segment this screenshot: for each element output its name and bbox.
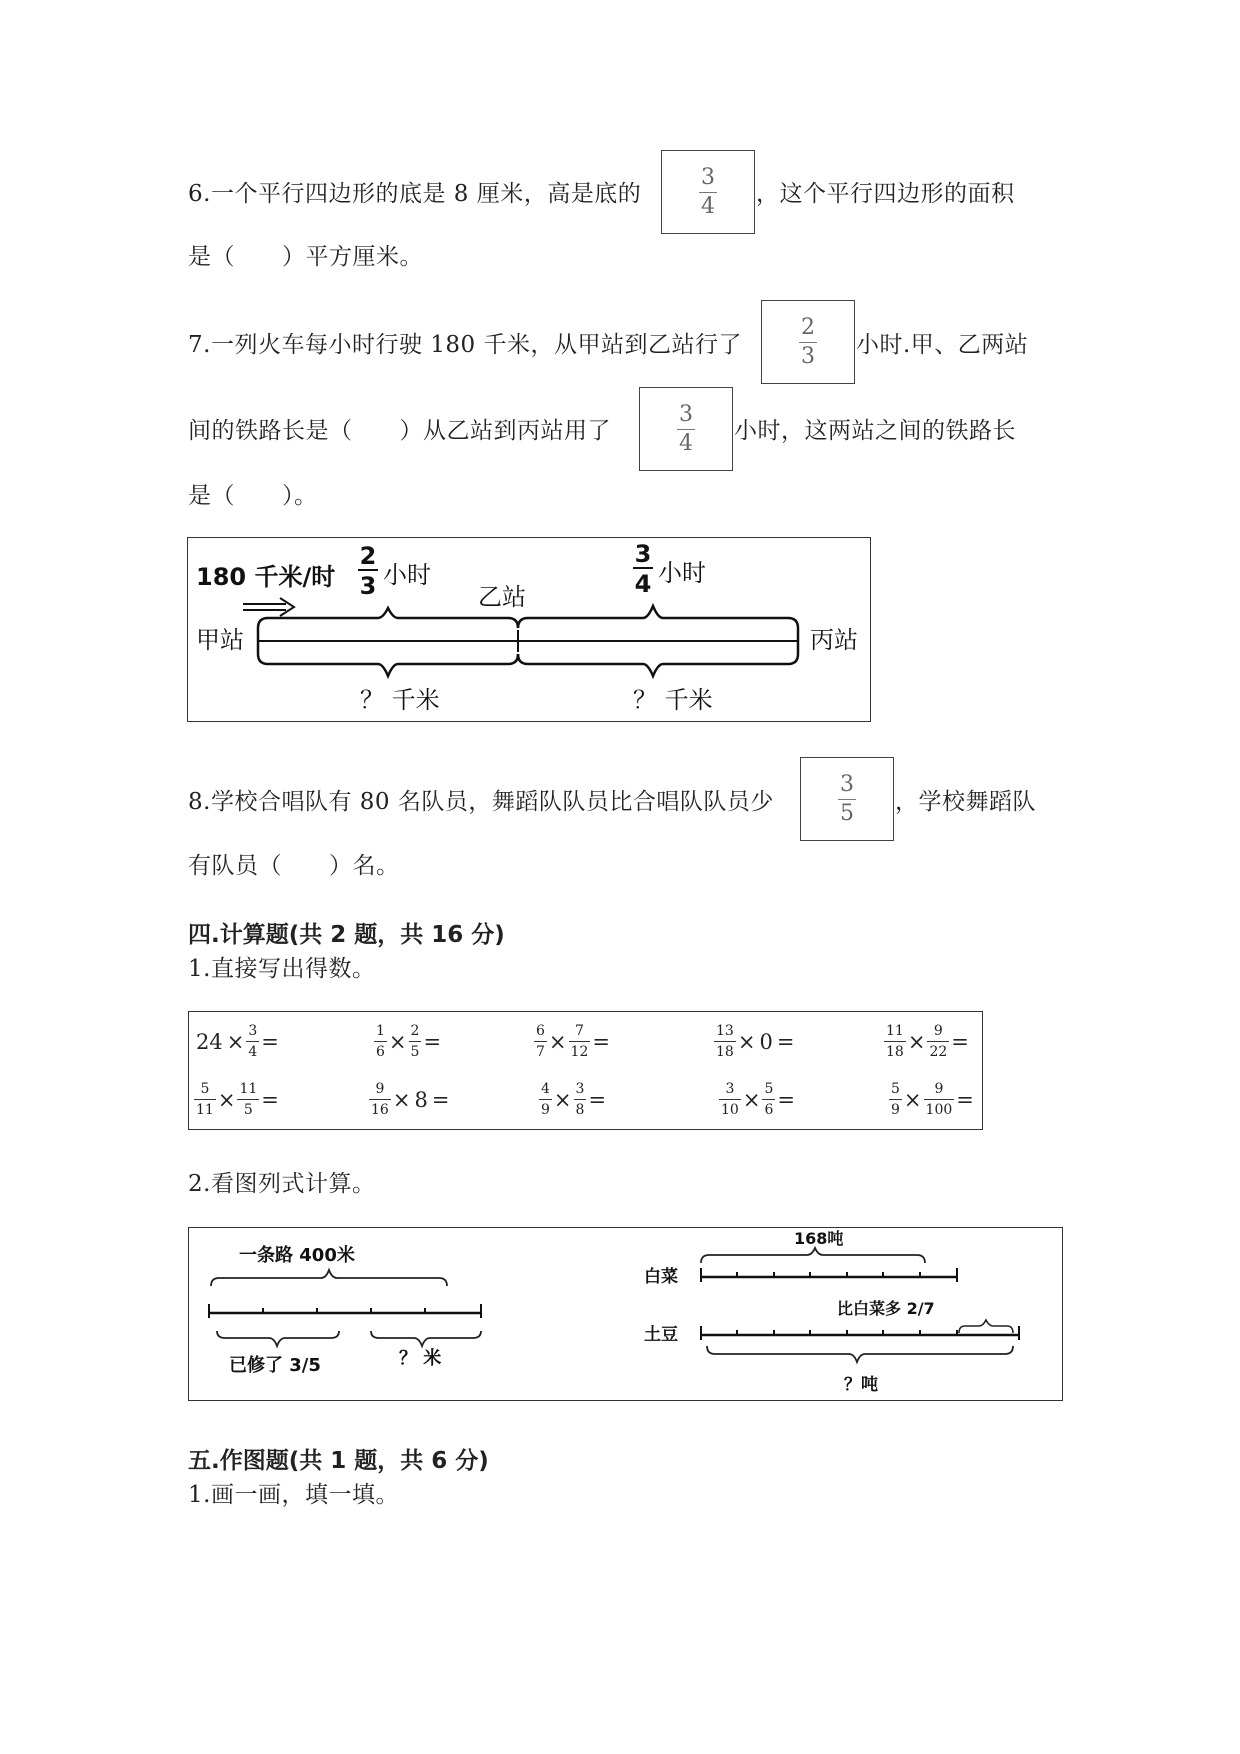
calc-item-8: $\frac{4}{9}$ × $\frac{3}{8}$ = bbox=[541, 1081, 607, 1118]
q7-fraction2-box bbox=[639, 387, 733, 471]
brace-top-2 bbox=[518, 606, 798, 628]
t2-unit: 小时 bbox=[658, 559, 706, 587]
section4-title: 四.计算题(共 2 题，共 16 分) bbox=[188, 922, 505, 948]
q8-line2: 有队员（ ）名。 bbox=[188, 853, 400, 879]
q7-line3: 是（ ）。 bbox=[188, 483, 318, 509]
more-brace bbox=[959, 1320, 1013, 1333]
cabbage-total-label: 168吨 bbox=[794, 1229, 844, 1248]
calc-item-6: $\frac{5}{11}$ × $\frac{11}{5}$ = bbox=[196, 1081, 279, 1118]
section5-title: 五.作图题(共 1 题，共 6 分) bbox=[188, 1448, 489, 1474]
brace-top-1 bbox=[258, 608, 518, 628]
q7-fraction1-box bbox=[761, 300, 855, 384]
t1-unit: 小时 bbox=[383, 561, 431, 589]
road-rest-label: ？ 米 bbox=[399, 1348, 442, 1369]
section5-q1: 1.画一画，填一填。 bbox=[188, 1482, 399, 1508]
q7-line2: 间的铁路长是（ ）从乙站到丙站用了 bbox=[188, 418, 611, 444]
road-vegetable-svg bbox=[189, 1228, 1062, 1400]
q7-line1: 7.一列火车每小时行驶 180 千米，从甲站到乙站行了 bbox=[188, 332, 742, 358]
q8-fraction-box bbox=[800, 757, 894, 841]
q7-line1-after: 小时.甲、乙两站 bbox=[856, 332, 1029, 358]
q6-line2: 是（ ）平方厘米。 bbox=[188, 244, 423, 270]
potato-label: 土豆 bbox=[644, 1325, 678, 1345]
cabbage-label: 白菜 bbox=[644, 1267, 678, 1287]
direction-arrow-icon bbox=[243, 598, 294, 616]
road-vegetable-diagram bbox=[188, 1227, 1063, 1401]
road-ticks bbox=[209, 1304, 481, 1318]
q6-line1: 6.一个平行四边形的底是 8 厘米，高是底的 bbox=[188, 181, 642, 207]
t2-numerator: 3 bbox=[634, 540, 652, 568]
station-b-label: 乙站 bbox=[478, 583, 526, 611]
t1-denominator: 3 bbox=[359, 572, 377, 600]
road-brace-rest bbox=[371, 1331, 481, 1346]
road-done-label: 已修了 3/5 bbox=[229, 1355, 321, 1376]
calc-item-9: $\frac{3}{10}$ × $\frac{5}{6}$ = bbox=[721, 1081, 795, 1118]
q8-line1-after: ，学校舞蹈队 bbox=[895, 789, 1036, 815]
t1-numerator: 2 bbox=[359, 542, 377, 570]
brace-bottom-1 bbox=[258, 654, 518, 676]
potato-brace bbox=[707, 1346, 1013, 1362]
section4-q2: 2.看图列式计算。 bbox=[188, 1171, 376, 1197]
more-label: 比白菜多 2/7 bbox=[837, 1299, 935, 1318]
calc-grid bbox=[188, 1011, 983, 1130]
distance-question-2: ？ 千米 bbox=[633, 686, 713, 714]
road-label: 一条路 400米 bbox=[239, 1245, 355, 1266]
q6-fraction: 3 4 bbox=[701, 164, 715, 219]
calc-item-5: $\frac{11}{18}$ × $\frac{9}{22}$ = bbox=[886, 1023, 969, 1060]
brace-bottom-2 bbox=[518, 654, 798, 676]
q7-fraction1: 2 3 bbox=[801, 314, 815, 369]
q7-line2-after: 小时，这两站之间的铁路长 bbox=[734, 418, 1016, 444]
speed-label: 180 千米/时 bbox=[196, 563, 336, 591]
train-diagram-svg bbox=[188, 538, 870, 721]
calc-item-2: $\frac{1}{6}$ × $\frac{2}{5}$ = bbox=[376, 1023, 442, 1060]
potato-question-label: ？吨 bbox=[844, 1375, 878, 1395]
station-c-label: 丙站 bbox=[810, 626, 858, 654]
calc-item-10: $\frac{5}{9}$ × $\frac{9}{100}$ = bbox=[891, 1081, 974, 1118]
q8-line1: 8.学校合唱队有 80 名队员，舞蹈队队员比合唱队队员少 bbox=[188, 789, 774, 815]
train-diagram bbox=[187, 537, 871, 722]
distance-question-1: ？ 千米 bbox=[360, 686, 440, 714]
q8-fraction: 3 5 bbox=[840, 771, 854, 826]
calc-item-3: $\frac{6}{7}$ × $\frac{7}{12}$ = bbox=[536, 1023, 610, 1060]
q7-fraction2: 3 4 bbox=[679, 401, 693, 456]
calc-item-4: $\frac{13}{18}$ × 0 = bbox=[716, 1023, 795, 1060]
road-brace-done bbox=[217, 1331, 339, 1346]
road-brace-top bbox=[211, 1270, 447, 1286]
section4-q1: 1.直接写出得数。 bbox=[188, 956, 376, 982]
station-a-label: 甲站 bbox=[196, 626, 244, 654]
calc-item-1: 24 × $\frac{3}{4}$ = bbox=[196, 1023, 279, 1060]
q6-fraction-box bbox=[661, 150, 755, 234]
q6-line1-after: ，这个平行四边形的面积 bbox=[756, 181, 1015, 207]
cabbage-brace bbox=[701, 1248, 925, 1263]
calc-item-7: $\frac{9}{16}$ × 8 = bbox=[371, 1081, 450, 1118]
potato-ticks bbox=[701, 1326, 1019, 1340]
cabbage-ticks bbox=[701, 1268, 957, 1282]
t2-denominator: 4 bbox=[634, 570, 652, 598]
